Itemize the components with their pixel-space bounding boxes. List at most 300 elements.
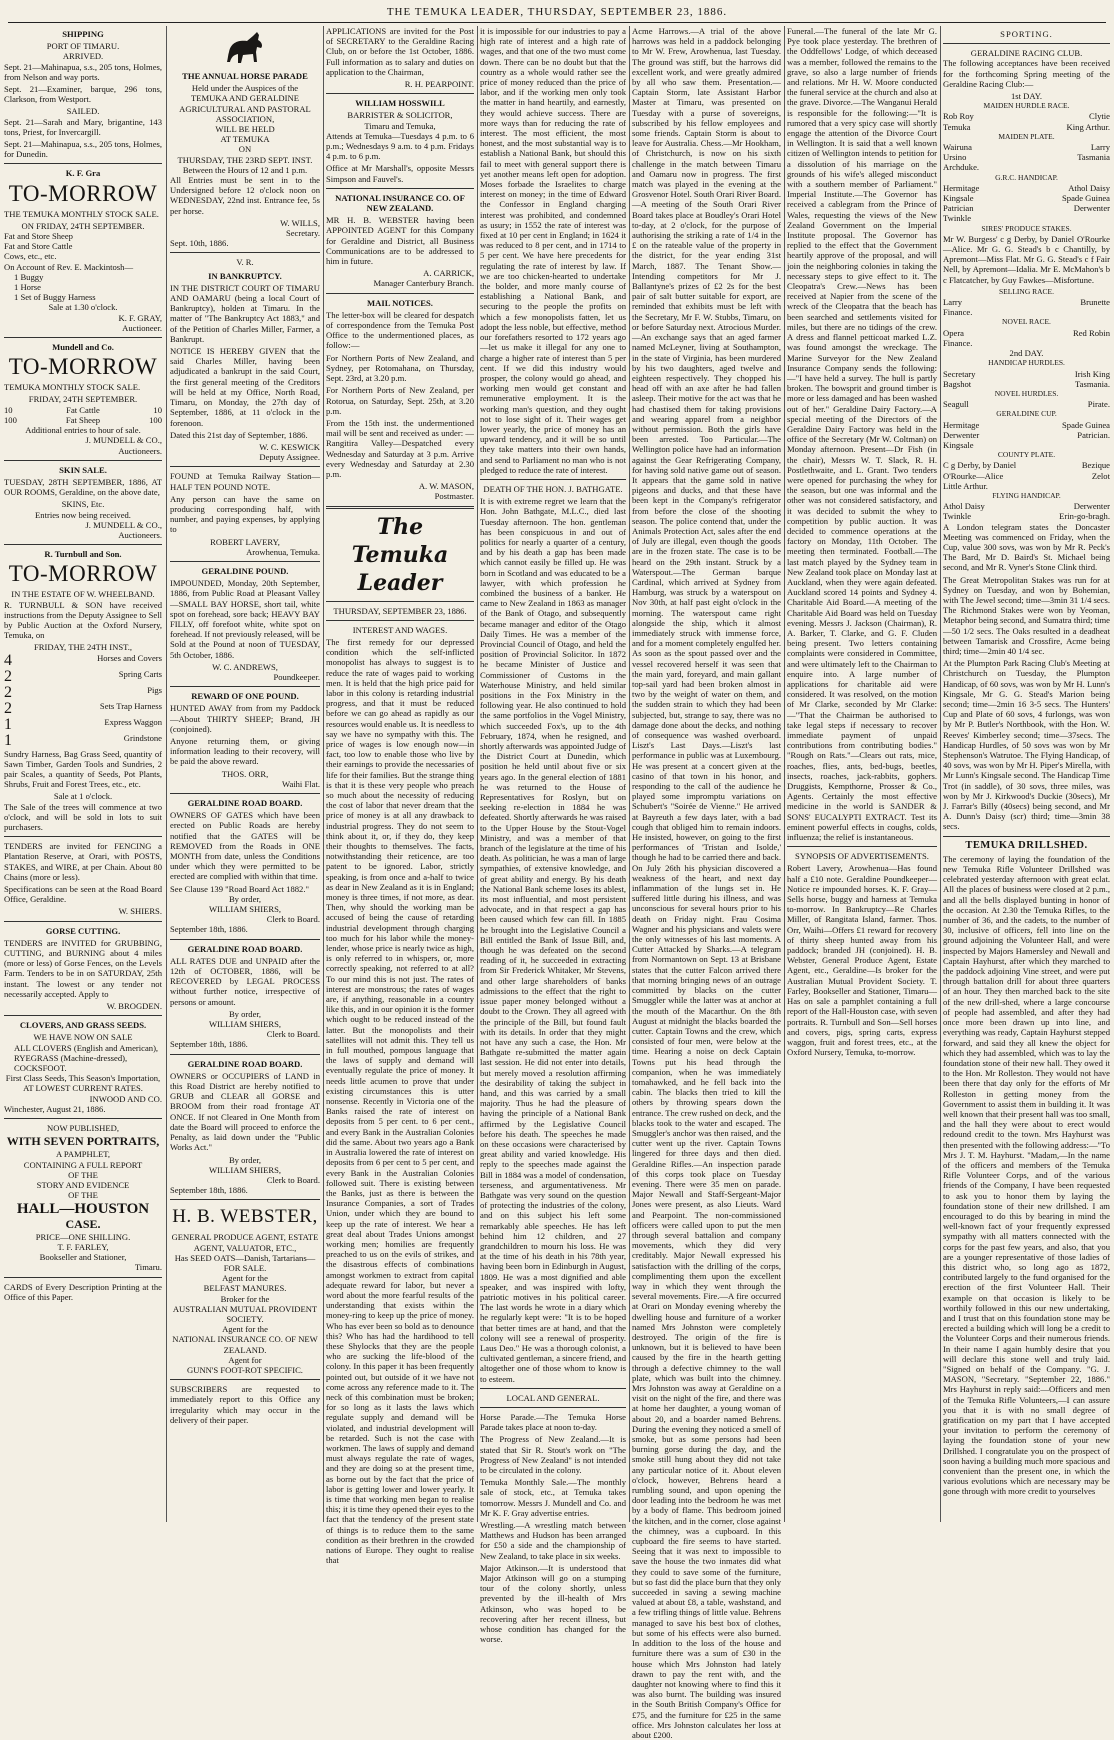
tender-text: TENDERS are invited for FENCING a Plantation Reserve, at Orari, with POSTS, STAKES, and WIRE, at per Chain. About 80 Chains (more or less). bbox=[4, 841, 162, 882]
ad-text: MR H. B. WEBSTER having been APPOINTED AGENT for this Company for Geraldine and District, all Business Communications are to be addressed to him in future. bbox=[326, 215, 474, 267]
horse-name: Seagull bbox=[943, 399, 969, 410]
race-name: COUNTY PLATE. bbox=[997, 450, 1056, 460]
news-item: Major Atkinson.—It is understood that Major Atkinson will go on a stumping tour of the colony shortly, unless prevented by the ill-health of Mrs Atkinson, who was hoped to be recovering after her recent illness, but whose condition has changed for the worse. bbox=[480, 1562, 626, 1645]
sale-title: SKIN SALE. bbox=[59, 464, 107, 475]
divider bbox=[326, 620, 474, 621]
race-name: SELLING RACE. bbox=[999, 286, 1054, 296]
port-title: PORT OF TIMARU. bbox=[46, 41, 120, 52]
lot-label: Pigs bbox=[147, 684, 162, 695]
column-rule bbox=[323, 26, 324, 1522]
club-title: GERALDINE RACING CLUB. bbox=[970, 48, 1083, 59]
signature-title: Timaru. bbox=[134, 1262, 162, 1273]
entry-row bbox=[943, 440, 1110, 450]
ad-text: CARDS of Every Description Printing at the Office of this Paper. bbox=[4, 1281, 162, 1302]
horse-name: Derwenter bbox=[943, 429, 980, 440]
ad-headline: HALL—HOUSTON bbox=[16, 1201, 150, 1218]
horse-name: Hermitage bbox=[943, 182, 980, 193]
ad-title: THE ANNUAL HORSE PARADE bbox=[182, 71, 308, 81]
news-items: Acme Harrows.—A trial of the above harrows was held in a paddock belonging to Mr W. Frew, Arowhenua, last Tuesday. The ground was stiff, but the harrows did excellent work, and were greatly admired by all who saw them. Presentation.—Captain Storm, late Assistant Harbor Master at Timaru, was presented on Tuesday with a purse of sovereigns, subscribed by his fellow employees and some friends. Captain Storm is about to leave for Australia. Chess.—Mr Hookham, of Christchurch, is now on his sixth challenge in the match between Timaru and Oamaru now in progress. The first match was played in the evening at the Grosvenor Hotel. South Orari River Board.—A meeting of the South Orari River Board takes place at Boudley's Orari Hotel to-day, at 2 o'clock, for the purpose of authorising the striking a rate of 1/4 in the £ on the rateable value of the property in the district, for the year ending 31st March, 1887. The Tenant Show.—Intending competitors for Mr J. Ballantyne's prizes of £2 2s for the best pair of salt butter suitable for export, are reminded that exhibits must be left with the Secretary, Mr F. W. Stubbs, Timaru, on or before Saturday next. Atrocious Murder.—An exchange says that an aged farmer named McLeyner, living at Southampton, in the state of Virginia, has been murdered by his two daughters, aged twelve and eighteen respectively. They chopped his head off with an axe after he had fallen asleep. Their motive for the act was that he had chastised them for taking provisions and wearing apparel from a neighbor without permission. Both the girls have been arrested. Too Particular.—The Wellington police have had an information against the Gear Refrigerating Company, for having sold native game out of season. It appears that the game sold in native pigeons and ducks, and that these have been kept in the Company's refrigerator from before the close of the shooting season. The police contend that, under the Animals Protection Act, sales after the end of July are illegal, even though the goods are in the frozen state. The case is to be heard on the 29th instant. Struck by a Waterspout.—The German barque Cardinal, which arrived at Sydney from Hamburg, was struck by a waterspout on Nov 30th, at half past eight o'clock in the morning. The waterspout came right alongside the ship, which it almost immediately struck with immense force, and for a moment completely engulfed her. As soon as the spout passed over and the vessel recovered herself it was seen that the main yard, foreyard, and main gallant top-sail yard had been broken almost in two by the weight of water on them, and the sudden strain to which they had been subjected, but, strange to say, there was no damage done about the decks, and nothing of consequence was washed overboard. Liszt's Last Days.—Liszt's last performance in public was at Luxembourg. He was present at a concert given at the casino of that town in his honor, and responding to the call of the audience he played some impromptu variations on Schubert's "Soirée de Vienne." He arrived at Bayreuth a few days later, with a bad cough that obliged him to remain indoors. He insisted, however, on going to the first performances of 'Tristan and Isolde,' though he had to be carried there and back. On July 26th his physician discovered a weakness of the heart, and next day inflammation of the lungs set in. He suffered little during his illness, and was unconscious for several hours prior to his death on Friday night. Frau Cosima Wagner and his physicians and valets were the only witnesses of his last moments. A Cutter Attacked by Sharks.—A telegram from Normantown on Sept. 13 at Brisbane states that the cutter Falcon arrived there that morning bringing news of an outrage committed by blacks on the cutter Smuggler while the latter was at anchor at the mouth of the Macarthur. On the 8th August at midnight the blacks boarded the cutter. Captain Towns and the crew, which consisted of four men, were below at the time. Hearing a noise on deck Captain Towns put his head through the companion, when he was immediately tomahawked, and he fell back into the cabin. The blacks then tried to kill the others by throwing spears down the entrance. The crew rushed on deck, and the blacks took to the water and escaped. The Smuggler's anchor was then raised, and the cutter went up the river. Captain Towns lingered for three days and then died. Geraldine Rifles.—An inspection parade of this corps took place on Tuesday evening. There were 35 men on parade. Major Newall and Staff-Sergeant-Major Jones were present, as also Lieuts. Ward and Pearpoint. The non-commissioned officers were called upon to put the men through several battalion and company movements, which they did very creditably. Major Newall expressed his satisfaction with the drilling of the corps, complimenting them upon the excellent way in which they went through the several movements. Fire.—A fire occurred at Orari on Monday evening whereby the dwelling house and furniture of a worker named Mrs Johnston were completely destroyed. The origin of the fire is unknown, but it is believed to have been caused by the fire in the hearth getting through a defective chimney to the wall plate, which was built into the chimney. Mrs Johnston was away at Geraldine on a visit on the night of the fire, and there was at home her daughter, a young woman of about 20, and a boarder named Behrens. During the evening they noticed a smell of smoke, but as some persons had been burning gorse during the day, and the smoke still hung about they did not take any particular notice of it. About eleven o'clock, however, Behrens heard a rumbling sound, and upon opening the door leading into the bedroom he was met by a body of flame. This bedroom joined the kitchen, and in the corner, close against the chimney, was a cupboard. In this cupboard the fire seems to have started. Seeing that it was next to impossible to save the house the two inmates did what they could to save some of the furniture, but so fast did the place burn that they only succeeded in saving a sewing machine valued at about £8, a table, washstand, and a few trifling things of little value. Behrens managed to save his best box of clothes, but some of his effects were also burned. In addition to the loss of the house and furniture there was a sum of £30 in the house which Mrs Johnston had lately drawn to pay the rent with, and the daughter not knowing where to find this it was also burnt. The building was insured in the South British Company's Office for £75, and the furniture for £25 in the same office. Mrs Johnston calculates her loss at about £200. bbox=[632, 26, 781, 1740]
tomorrow-heading: TO-MORROW bbox=[8, 354, 158, 380]
sale-date: FRIDAY, THE 24TH INST., bbox=[33, 642, 133, 653]
entry-row bbox=[943, 152, 1110, 162]
sailed-label: SAILED. bbox=[66, 106, 100, 117]
column-rule bbox=[940, 26, 941, 1522]
ad-text: By order, bbox=[228, 1154, 262, 1165]
tomorrow-heading: TO-MORROW bbox=[8, 561, 158, 587]
ad-headline: WITH SEVEN PORTRAITS, bbox=[6, 1134, 160, 1149]
lot-row bbox=[4, 685, 162, 701]
ad-text: All Entries must be sent in to the Undersigned before 12 o'clock noon on WEDNESDAY, 22nd inst. Entrance fee, 5s per horse. bbox=[170, 175, 320, 216]
tender-text: TENDERS are INVITED for GRUBBING, CUTTING, and BURNING about 4 miles (more or less) of Gorse Fences, on the Levels Farm. Tenders to be in on SATURDAY, 25th instant. The lowest or any tender not necessarily accepted. Apply to bbox=[4, 937, 162, 999]
horse-name: Larry bbox=[943, 297, 963, 308]
item-list bbox=[4, 272, 162, 303]
ad-text: Office at Mr Marshall's, opposite Messrs Simpson and Fauvel's. bbox=[326, 163, 474, 184]
news-item: The Progress of New Zealand.—It is stated that Sir R. Stout's work on "The Progress of New Zealand" is not intended to be circulated in the colony. bbox=[480, 1434, 626, 1476]
news-item: Horse Parade.—The Temuka Horse Parade takes place at noon to-day. bbox=[480, 1412, 626, 1433]
ad-lead: Has SEED OATS—Danish, Tartarians—FOR SALE. bbox=[174, 1252, 316, 1273]
divider bbox=[326, 601, 474, 602]
entry-row bbox=[943, 420, 1110, 430]
divider bbox=[480, 479, 626, 480]
divider bbox=[4, 1277, 162, 1278]
ad-date: September 18th, 1886. bbox=[170, 1185, 248, 1196]
entry-row bbox=[943, 430, 1110, 440]
ad-lead: A PAMPHLET, bbox=[56, 1149, 110, 1160]
ad-lead: Agent for the bbox=[222, 1324, 268, 1335]
ad-text: NOTICE IS HEREBY GIVEN that the said Charles Miller, having been adjudicated a bankrupt in the said Court, the first general meeting of the Creditors will be held at my Office, North Road, Timaru, on Monday, the 27th day of September, 1886, at 11 o'clock in the forenoon. bbox=[170, 346, 320, 428]
lot-number: 2 bbox=[4, 667, 12, 685]
signature: T. F. FARLEY, bbox=[57, 1242, 109, 1253]
horse-name: Wairuna bbox=[943, 142, 972, 153]
entry-row bbox=[943, 471, 1110, 481]
entry-row bbox=[943, 122, 1110, 132]
ad-lead: Between the Hours of 12 and 1 p.m. bbox=[182, 164, 308, 175]
divider bbox=[4, 836, 162, 837]
article-title: DEATH OF THE HON. J. BATHGATE. bbox=[483, 483, 623, 494]
lot-row bbox=[4, 701, 162, 717]
ad-title: CLOVERS, AND GRASS SEEDS. bbox=[19, 1020, 147, 1031]
horse-name: Athol Daisy bbox=[943, 501, 985, 512]
ad-price: PRICE—ONE SHILLING. bbox=[35, 1231, 131, 1242]
horse-name: Spade Guinea bbox=[1062, 193, 1110, 204]
horse-name: Pirate. bbox=[1087, 399, 1110, 410]
sale-text: Sundry Harness, Bag Grass Seed, quantity of Sawn Timber, Garden Tools and Sundries, 2 pair Scales, a quantity of Seeds, Pot Plants, Shrubs, Fruit and Forest Trees, etc., etc. bbox=[4, 748, 162, 790]
ad-note: AT LOWEST CURRENT RATES. bbox=[23, 1083, 143, 1094]
horse-name: Derwenter bbox=[1073, 203, 1110, 214]
ad-title: IN BANKRUPTCY. bbox=[208, 270, 282, 281]
sale-title: TEMUKA MONTHLY STOCK SALE. bbox=[4, 382, 141, 393]
page-masthead: THE TEMUKA LEADER, THURSDAY, SEPTEMBER 23, 1886. bbox=[386, 6, 728, 18]
signature: A. CARRICK, bbox=[423, 268, 474, 279]
divider bbox=[170, 1199, 320, 1200]
ad-lead: AUSTRALIAN MUTUAL PROVIDENT SOCIETY. bbox=[172, 1303, 318, 1324]
horse-name: Opera bbox=[943, 327, 964, 338]
divider bbox=[326, 293, 474, 294]
signature: A. W. MASON, bbox=[418, 481, 474, 492]
horse-name: King Arthur. bbox=[1066, 121, 1110, 132]
signature: WILLIAM SHIERS, bbox=[208, 1164, 282, 1175]
lot-row bbox=[4, 669, 162, 685]
lot-row bbox=[4, 717, 162, 733]
stock-line: Fat and Store Sheep bbox=[4, 231, 73, 242]
entry-row bbox=[943, 213, 1110, 223]
ad-title: MAIL NOTICES. bbox=[367, 297, 433, 308]
ad-lead: GENERAL PRODUCE AGENT, ESTATE AGENT, VALUATOR, ETC., bbox=[171, 1232, 319, 1253]
crest-letters: V. R. bbox=[236, 257, 254, 268]
quantity: 10 bbox=[4, 404, 13, 415]
tomorrow-heading: TO-MORROW bbox=[8, 180, 158, 206]
quantity: 100 bbox=[4, 414, 17, 425]
lot-number: 1 bbox=[4, 731, 12, 749]
ad-title: GERALDINE ROAD BOARD. bbox=[187, 1058, 303, 1069]
lot-label: Grindstone bbox=[123, 732, 162, 743]
ad-text: FOUND at Temuka Railway Station—HALF TEN POUND NOTE. bbox=[170, 471, 320, 492]
ad-title: WILLIAM HOSSWILL bbox=[355, 98, 445, 109]
entry-row bbox=[943, 328, 1110, 338]
lot-label: Sets Trap Harness bbox=[99, 700, 162, 711]
horse-name: Kingsale bbox=[943, 439, 974, 450]
signature-title: Poundkeeper. bbox=[273, 671, 320, 682]
ad-text: IMPOUNDED, Monday, 20th September, 1886, from Public Road at Pleasant Valley—SMALL BAY HORSE, short tail, white spot on forehead, sore back; HEAVY BAY FILLY, off forefoot white, white spot on forehead. If not previously released, will be Sold at the Pound at noon of TUESDAY, 5th October, 1886. bbox=[170, 578, 320, 660]
section-title: LOCAL AND GENERAL. bbox=[506, 1392, 600, 1403]
lot-number: 2 bbox=[4, 683, 12, 701]
lot-row bbox=[4, 653, 162, 669]
shipping-title: SHIPPING bbox=[62, 29, 104, 39]
sale-text: TUESDAY, 28TH SEPTEMBER, 1886, AT OUR ROOMS, Geraldine, on the above date, bbox=[4, 476, 162, 498]
signature-title: Postmaster. bbox=[434, 491, 474, 502]
ad-lead: BARRISTER & SOLICITOR, bbox=[347, 110, 453, 121]
lot-row bbox=[4, 733, 162, 749]
ad-lead: WE HAVE NOW ON SALE bbox=[33, 1032, 133, 1043]
lot-number: 2 bbox=[4, 699, 12, 717]
ad-lead: OF THE bbox=[68, 1169, 98, 1180]
column-rule bbox=[166, 26, 167, 1522]
lot-label: Spring Carts bbox=[118, 668, 162, 679]
column-1 bbox=[4, 26, 162, 1522]
account-line: On Account of Rev. E. Mackintosh— bbox=[4, 261, 134, 272]
sailed-entry: Sept. 21—Sarah and Mary, brigantine, 143 tons, Priest, for Invercargill. bbox=[4, 116, 162, 137]
news-items: Funeral.—The funeral of the late Mr G. Pye took place yesterday. The brethren of the Oddfellows' Lodge, of which deceased was a member, followed the remains to the grave, so also a large number of friends and relations. Mr H. W. Moore conducted the funeral service at the church and also at the grave. Divorce.—The Wanganui Herald is responsible for the following:—"It is rumored that a very spicy case will shortly engage the attention of the Divorce Court in Wellington. It is said that a well known citizen of Wellington intends to petition for a dissolution of his marriage on the grounds of his wife's alleged misconduct with a southern member of Parliament." Imperial Institute.—The Governor has received a cablegram from the Prince of Wales, requesting the views of the New Zealand Government on the Imperial Institute proposal. The Governor has replied to the effect that the Government heartily approve of the proposal, and will join the neighboring colonies in taking the necessary steps to give effect to it. The Cleopatra's Crew.—News has been received at Napier from the scene of the wreck of the Cleopatra that the beach has been searched and settlements visited for miles, but there are no tidings of the crew. A dress and flannel petticoat marked L.Z. was found amongst the wreckage. The Marine Surveyor for the New Zealand Insurance Company sends the following:—"I have held a survey. The hull is partly broken. The bowsprit and ground timber is more or less damaged and has been washed out of her." Geraldine Dairy Factory.—A special meeting of the Directors of the Geraldine Dairy Factory was held in the office of the Secretary (Mr W. Coltman) on Monday afternoon. Present—Dr Fish (in the chair), Messrs W. T. Slack, R. H. Postlethwaite, and L. Grant. Two tenders were opened for purchasing the whey for the season, but one was informal and the other was not considered satisfactory, and it was decided to submit the whey to competition by public auction. It was decided to commence operations at the factory on Monday, 11th October. The meeting then terminated. Football.—The last match played by the Sydney team in New Zealand took place on Monday last at Auckland, when they were again defeated. Auckland scored 14 points and Sydney 4. Charitable Aid Board.—A meeting of the Charitable Aid Board was held on Tuesday evening. Messrs J. Jackson (Chairman), R. A. Barker, T. Clarke, and G. F. Cluden being present. Two letters containing complaints were considered in Committee, and were ultimately left to the Chairman to enquire into. A large number of applications for charitable aid were considered. It was resolved, on the motion of Mr Clarke, seconded by Mr Clarke:—"That the Chairman be authorised to take legal steps if necessary to recover immediate payment of unpaid contributions from contributing bodies." "Rough on Rats."—Clears out rats, mice, roaches, flies, ants, bed-bugs, beetles, insects, roaches, jack-rabbits, gophers. Druggists, Kempthorne, Prosser & Co., Agents. Certainly the most effective medicine in the world is SANDER & SONS' EUCALYPTI EXTRACT. Test its eminent powerful effects in coughs, colds, influenza; the relief is instantaneous. bbox=[787, 26, 937, 843]
list-item: COCKSFOOT. bbox=[14, 1063, 67, 1074]
entry-row bbox=[943, 111, 1110, 121]
section-title: SYNOPSIS OF ADVERTISEMENTS. bbox=[795, 851, 929, 862]
column-rule bbox=[784, 26, 785, 1522]
stock-row bbox=[4, 415, 162, 425]
article-body: it is impossible for our industries to pay a high rate of interest and a high rate of wages, and that one of the two must come down. There can be no doubt but that the country as a whole would rather see the price of money reduced than the price of labor, and if the working men only took the matter in hand heartily, and earnestly, they would achieve success. There are more ways than for reducing the rate of interest. The most efficient, the most honest, and the most substantial way is to establish a National Bank, but should this fail to meet with general support there is yet another means left open for adoption. Moses forbade the Israelites to charge interest on money; in the time of Edward the Confessor in England charging interest was prohibited, and condemned as usury; in 1552 the rate of interest was fixed at 10 per cent in England; in 1624 it was reduced to 8 per cent, and in 1714 to 5 per cent. We have here precedents for regulating the rate of interest by law. If we are too chicken-hearted to undertake the bolder, and more manly course of establishing a National Bank, and securing to the people the profits on which a few monopolists fatten, let us adopt the less noble, but effective, method our forefathers resorted to 172 years ago—let us make it illegal for any one to charge a higher rate of interest than 5 per cent. If we did this industry would prosper, the colony would go ahead, and working men would get constant and remunerative employment. It is the working man's question, and they ought not to lose sight of it. Their wages get lower yearly, the price of money has an upward tendency, and it will be so until they take matters into their own hands, and send to Parliament no man who is not pledged to reduce the rate of interest. bbox=[480, 26, 626, 475]
ad-text: Attends at Temuka—Tuesdays 4 p.m. to 6 p.m.; Wednesdays 9 a.m. to 4 p.m. Fridays 4 p.m. to 6 p.m. bbox=[326, 130, 474, 162]
horse-name: Larry bbox=[1090, 142, 1110, 153]
ad-lead: Broker for the bbox=[220, 1293, 270, 1304]
ad-text: IN THE DISTRICT COURT OF TIMARU AND OAMARU (being a local Court of Bankruptcy), holden at Timaru. In the matter of "The Bankruptcy Act 1883," and of the Petition of Charles Miller, Farmer, a Bankrupt. bbox=[170, 282, 320, 344]
column-6 bbox=[787, 26, 937, 1522]
ad-text: For Northern Ports of New Zealand, and Sydney, per Rotomahana, on Thursday, Sept. 23rd, at 3.20 p.m. bbox=[326, 352, 474, 384]
divider bbox=[170, 252, 320, 253]
horse-name: Twinkle bbox=[943, 511, 972, 522]
sale-time: Sale at 1.30 o'clock. bbox=[48, 302, 118, 313]
signature-title: Arowhenua, Temuka. bbox=[246, 546, 320, 557]
ad-text: Dated this 21st day of September, 1886. bbox=[170, 429, 308, 440]
signature-title: Secretary. bbox=[285, 228, 320, 239]
arrival-entry: Sept. 21—Examiner, barque, 296 tons, Clarkson, from Westport. bbox=[4, 84, 162, 105]
signature-title: Clerk to Board. bbox=[266, 914, 320, 925]
signature: THOS. ORR, bbox=[221, 768, 269, 779]
signature: WILLIAM SHIERS, bbox=[208, 904, 282, 915]
stock-label: Fat Cattle bbox=[66, 404, 100, 415]
divider bbox=[170, 1054, 320, 1055]
entry-row bbox=[943, 501, 1110, 511]
race-name: G.R.C. HANDICAP. bbox=[995, 172, 1058, 182]
sale-title: THE TEMUKA MONTHLY STOCK SALE. bbox=[4, 208, 159, 219]
ad-text: Any person can have the same on producing corresponding half, with number, and paying expenses, by applying to bbox=[170, 493, 320, 535]
synopsis-items: Robert Lavery, Arowhenua—Has found half a £10 note. Geraldine Poundkeeper—Notice re impounded horses. K. F. Gray—Sells horse, buggy and harness at Temuka to-morrow. In Bankruptcy—Re Charles Miller, of Rangitata Island, farmer. Thos. Orr, Waihi—Offers £1 reward for recovery of thirty sheep hunted away from his paddock; branded JH (conjoined). H. B. Webster, General Produce Agent, Estate Agent, etc., Geraldine—Is broker for the Australian Mutual Provident Society. T. Farley, Bookseller and Stationer, Timaru—Has on sale a pamphlet containing a full report of the Hall-Houston case, with seven portraits. R. Turnbull and Son—Sell horses and covers, pigs, spring carts, express waggon, fruit and forest trees, etc., at the Oxford Nursery, Temuka, to-morrow. bbox=[787, 863, 937, 1058]
signature-title: Clerk to Board. bbox=[266, 1029, 320, 1040]
ad-text: HUNTED AWAY from from my Paddock—About THIRTY SHEEP; Brand, JH (conjoined). bbox=[170, 703, 320, 734]
section-title: SPORTING. bbox=[1000, 29, 1053, 39]
ad-lead: TEMUKA AND GERALDINE AGRICULTURAL AND PASTORAL ASSOCIATION, bbox=[179, 93, 311, 124]
day-label: 2nd DAY. bbox=[1009, 348, 1044, 359]
divider bbox=[170, 686, 320, 687]
divider bbox=[326, 506, 474, 509]
sale-date: FRIDAY, 24TH SEPTEMBER. bbox=[28, 394, 138, 405]
signature: W. BROGDEN. bbox=[106, 1001, 162, 1012]
divider bbox=[4, 163, 162, 164]
ad-text: By order, bbox=[228, 893, 262, 904]
signature: W. SHIERS. bbox=[118, 906, 162, 917]
entry-row bbox=[943, 338, 1110, 348]
horse-name: Zelot bbox=[1091, 470, 1110, 481]
news-item: A London telegram states the Doncaster Meeting was commenced on Friday, when the Cup, value 300 sovs, was won by Mr R. Peck's The Bard, Mr D. Baird's St. Michael being second, and Mr R. Vyner's Stone Clink third. bbox=[943, 521, 1110, 573]
horse-name: Clytie bbox=[1088, 111, 1110, 122]
horse-name: Finance. bbox=[943, 337, 973, 348]
column-4 bbox=[480, 26, 626, 1645]
ad-lead: NOW PUBLISHED, bbox=[47, 1123, 119, 1134]
signature: K. F. GRAY, bbox=[118, 312, 162, 323]
ad-lead: ON bbox=[238, 144, 252, 155]
list-item: RYEGRASS (Machine-dressed), bbox=[14, 1052, 128, 1063]
divider bbox=[4, 921, 162, 922]
sale-note: Entries now being received. bbox=[35, 509, 131, 520]
ad-title: NATIONAL INSURANCE CO. OF NEW ZEALAND. bbox=[335, 192, 465, 214]
column-7 bbox=[943, 26, 1110, 1522]
quantity: 10 bbox=[153, 404, 162, 415]
divider bbox=[480, 1388, 626, 1389]
signature: W. WILLS, bbox=[280, 217, 320, 228]
lot-label: Express Waggon bbox=[104, 716, 162, 727]
entry-row bbox=[943, 307, 1110, 317]
entry-row bbox=[943, 297, 1110, 307]
ad-lead: NATIONAL INSURANCE CO. OF NEW ZEALAND. bbox=[172, 1334, 318, 1355]
ad-lead: OF THE bbox=[68, 1190, 98, 1201]
ad-text: OWNERS OF GATES which have been erected on Public Roads are hereby notified that the GATES will be REMOVED from the Roads in ONE MONTH from date, unless the Conditions under which they were permitted to be erected are complied with within that time. bbox=[170, 810, 320, 882]
list-item: 1 Buggy bbox=[14, 271, 44, 282]
race-name: NOVEL RACE. bbox=[1002, 317, 1051, 327]
column-rule bbox=[477, 26, 478, 1522]
stock-line: Fat and Store Cattle bbox=[4, 241, 73, 252]
signature: W. C. KESWICK bbox=[259, 441, 320, 452]
ad-text: SUBSCRIBERS are requested to immediately report to this Office any irregularity which may occur in the delivery of their paper. bbox=[170, 1384, 320, 1425]
ad-date: THURSDAY, THE 23RD SEPT. INST. bbox=[177, 154, 313, 165]
lot-number: 1 bbox=[4, 715, 12, 733]
ad-text: From the 15th inst. the undermentioned mail will be sent and received as under: —Rangitira Valley—Despatched every Wednesday and Saturday at 3 p.m. Arrive every Wednesday and Saturday at 2.30 p.m. bbox=[326, 417, 474, 479]
ad-text: APPLICATIONS are invited for the Post of SECRETARY to the Geraldine Racing Club, on or before the 1st October, 1886. Full information as to salary and duties on application to the Chairman, bbox=[326, 26, 474, 77]
horse-name: Brunette bbox=[1080, 297, 1110, 308]
column-2 bbox=[170, 26, 320, 1522]
entry-row bbox=[943, 399, 1110, 409]
ad-lead: WILL BE HELD bbox=[215, 124, 275, 135]
entry-row bbox=[943, 183, 1110, 193]
arrived-label: ARRIVED. bbox=[62, 51, 104, 62]
ad-lead: Agent for the bbox=[222, 1273, 268, 1284]
horse-name: Ursino bbox=[943, 152, 967, 163]
ad-text: See Clause 139 "Road Board Act 1882." bbox=[170, 883, 310, 894]
sale-note: The Sale of the trees will commence at two o'clock, and will be sold in lots to suit purchasers. bbox=[4, 801, 162, 832]
lot-number: 4 bbox=[4, 651, 12, 669]
ad-date: September 18th, 1886. bbox=[170, 1039, 248, 1050]
divider bbox=[170, 561, 320, 562]
column-3 bbox=[326, 26, 474, 1566]
horse-name: Tasmania. bbox=[1075, 378, 1110, 389]
signature-title: Clerk to Board. bbox=[266, 1174, 320, 1185]
news-item: Wrestling.—A wrestling match between Matthews and Hudson has been arranged for £50 a side and the championship of New Zealand, to take place in six weeks. bbox=[480, 1520, 626, 1561]
lot-list bbox=[4, 653, 162, 749]
entry-row bbox=[943, 162, 1110, 172]
ad-text: Anyone returning them, or giving information leading to their recovery, will be paid the above reward. bbox=[170, 735, 320, 767]
stock-label: Fat Sheep bbox=[65, 414, 101, 425]
horse-name: Irish King bbox=[1074, 368, 1110, 379]
ad-lead: BELFAST MANURES. bbox=[203, 1283, 287, 1294]
ad-heading: Mundell and Co. bbox=[52, 342, 114, 353]
entry-row bbox=[943, 481, 1110, 491]
sale-text: R. TURNBULL & SON have received instructions from the Deputy Assignee to Sell by Public Auction at the Oxford Nursery, Temuka, on bbox=[4, 599, 162, 641]
ad-headline: H. B. WEBSTER, bbox=[172, 1206, 318, 1228]
race-name: HANDICAP HURDLES. bbox=[988, 358, 1065, 368]
ad-title: GERALDINE ROAD BOARD. bbox=[187, 798, 303, 808]
lot-label: Horses and Covers bbox=[97, 652, 162, 663]
divider bbox=[787, 846, 937, 847]
horse-name: Little Arthur. bbox=[943, 480, 988, 491]
horse-name: Erin-go-bragh. bbox=[1059, 511, 1110, 522]
signature-title: Auctioneers. bbox=[118, 445, 162, 456]
horse-name: Bagshot bbox=[943, 378, 972, 389]
race-name: GERALDINE CUP. bbox=[996, 409, 1057, 419]
ad-lead: Timaru and Temuka, bbox=[364, 120, 436, 131]
signature: J. MUNDELL & CO., bbox=[85, 519, 162, 530]
sale-note: Additional entries to hour of sale. bbox=[25, 425, 141, 436]
stock-row bbox=[4, 405, 162, 415]
signature: R. H. PEARPOINT. bbox=[404, 79, 474, 90]
divider bbox=[4, 460, 162, 461]
sale-item: SKINS, Etc. bbox=[61, 499, 105, 510]
entry-row bbox=[943, 369, 1110, 379]
signature-title: Auctioneers. bbox=[118, 529, 162, 540]
ad-lead: CONTAINING A FULL REPORT bbox=[23, 1159, 143, 1170]
horse-name: Bezique bbox=[1081, 460, 1110, 471]
ad-text: ALL RATES DUE and UNPAID after the 12th of OCTOBER, 1886, will be RECOVERED by LEGAL PROCESS without further notice, irrespective of persons or amount. bbox=[170, 955, 320, 1007]
entry-text: Mr W. Burgess' c g Derby, by Daniel O'Rourke—Alice. Mr G. G. Stead's b c Chantilly, by Apremont—Miss Flat. Mr G. G. Stead's c f Fair Nell, by Apremont—Idalia. Mr E. McMahon's b c Flatcatcher, by Guy Fawkes—Misfortune. bbox=[943, 233, 1110, 285]
entry-row bbox=[943, 379, 1110, 389]
entry-row bbox=[943, 511, 1110, 521]
divider bbox=[170, 793, 320, 794]
ad-note: First Class Seeds, This Season's Importation, bbox=[5, 1073, 161, 1084]
horse-name: Red Robin bbox=[1072, 327, 1110, 338]
horse-name: Secretary bbox=[943, 368, 976, 379]
ad-date: Sept. 10th, 1886. bbox=[170, 238, 229, 249]
ad-lead: Agent for bbox=[228, 1354, 262, 1365]
day-label: 1st DAY. bbox=[1010, 91, 1043, 102]
horse-name: Temuka bbox=[943, 121, 971, 132]
ad-text: For Northern Ports of New Zealand, per Rotorua, on Saturday, Sept. 25th, at 3.20 p.m. bbox=[326, 385, 474, 416]
ad-title: REWARD OF ONE POUND. bbox=[191, 691, 299, 702]
tender-text: Specifications can be seen at the Road Board Office, Geraldine. bbox=[4, 883, 162, 905]
entry-row bbox=[943, 193, 1110, 203]
signature-title: Manager Canterbury Branch. bbox=[373, 278, 474, 289]
intro-text: The following acceptances have been received for the forthcoming Spring meeting of the Geraldine Racing Club:— bbox=[943, 58, 1110, 89]
signature: INWOOD AND CO. bbox=[89, 1093, 162, 1104]
horse-name: Finance. bbox=[943, 307, 973, 318]
ad-date: Winchester, August 21, 1886. bbox=[4, 1103, 106, 1114]
ad-lead: GUNN'S FOOT-ROT SPECIFIC. bbox=[187, 1364, 303, 1375]
article-body: It is with extreme regret we learn that the Hon. John Bathgate, M.L.C., died last Tuesday afternoon. The hon. gentleman has been conspicuous in and out of politics for nearly a quarter of a century, and by his death a gap has been made which cannot easily be filled up. He was born in Scotland and was educated to be a lawyer, with which profession he combined the business of a banker. He came to New Zealand in 1863 as manager of the Bank of Otago, and subsequently became manager and editor of the Otago Daily Times. He was a member of the Provincial Council of Otago, and held the position of Provincial Solicitor. In 1872 he became Minister of Justice and Commissioner of Customs in the Waterhouse Ministry, and held similar positions in the Fox Ministry in the following year. He also continued to hold the same portfolios in the Vogel Ministry, which succeeded Fox's, up to the 4th February, 1874, when he resigned, and shortly afterwards was appointed Judge of the District Court at Dunedin, which position he held until about five or six years ago. In the general election of 1881 he was returned to the House of Representatives for Roslyn, but on seeking re-election in 1884 he was defeated. Shortly afterwards he was raised to the Upper House by the Stout-Vogel Ministry, and was a member of that branch of the legislature at the time of his death. As politician, he was a man of large sympathies, of extensive knowledge, and of great ability and energy. By his death the National Bank scheme loses its ablest, its most influential, and most persistent advocate, and in that respect a gap has been caused which few can fill. In 1885 he brought into the Legislative Council a Bill entitled the Bank of Issue Bill, and, though he was defeated on the second reading of it, he succeeded in extracting from Sir Frederick Whitaker, Mr Stevens, and other large shareholders of banks admissions to the effect that the right to issue paper money belonged without a doubt to the Crown. They all agreed with the principle of the Bill, but found fault with its details. In order that they might not have any such a case, the Hon. Mr Bathgate re-submitted the matter again last session. He did not enter into details, but merely moved a resolution affirming the desirability of taking the subject in hand, and this was carried by a small majority. Thus he had the pleasure of having the principle of a National Bank affirmed by the Legislative Council before his death. The speeches he made on these occasions were characterised by great ability and varied knowledge. His reply to the speeches made against the Bill in 1884 was a model of condensation, terseness, and argumentativeness. Mr Bathgate was very sound on the question of protecting the industries of the colony, and on this subject his left some remarkably able speeches. He has left behind him 12 children, and 27 grandchildren to mourn his loss. He was at the time of his death in his 78th year, having been born in Edinburgh in August, 1809. He was a most dignified and able speaker, and was inspired with lofty, patriotic motives in his political career. The last words he wrote in a diary which he regularly kept were: "It is to be hoped that better times are at hand, and that the colony will see a renewal of prosperity. Laus Deo." He was a thorough colonist, a cultivated gentleman, a sincere friend, and altogether one of those whom to know is to esteem. bbox=[480, 496, 626, 1384]
horse-name: Patrician bbox=[943, 203, 974, 214]
divider bbox=[326, 188, 474, 189]
signature: J. MUNDELL & CO., bbox=[85, 435, 162, 446]
signature: ROBERT LAVERY, bbox=[210, 536, 280, 547]
news-item: The Great Metropolitan Stakes was run for at Sydney on Tuesday, and won by Bohemian, with The Jewel second; time—3min 31 1/4 secs. The Richmond Stakes were won by Yeoman, Metaphor being second, and Sumatra third; time—50 1/2 secs. The Oaks resulted in a deadheat between Tamarisk and Crossfire, Acme being third; time—2min 40 1/4 sec. bbox=[943, 574, 1110, 656]
ad-heading: K. F. Gra bbox=[65, 168, 101, 179]
divider bbox=[480, 1407, 626, 1408]
arrival-entry: Sept. 21—Mahinapua, s.s., 205 tons, Holmes, from Nelson and way ports. bbox=[4, 61, 162, 82]
estate-line: IN THE ESTATE OF W. WHEELBAND. bbox=[11, 589, 155, 600]
ad-text: By order, bbox=[228, 1008, 262, 1019]
horse-name: Archduke. bbox=[943, 162, 980, 173]
divider bbox=[4, 544, 162, 545]
masthead-rule bbox=[8, 22, 1106, 23]
horse-name: Rob Roy bbox=[943, 111, 974, 122]
ad-lead: STORY AND EVIDENCE bbox=[36, 1180, 130, 1191]
divider bbox=[4, 1118, 162, 1119]
horse-name: Tasmania bbox=[1077, 152, 1110, 163]
ad-title: GERALDINE ROAD BOARD. bbox=[187, 943, 303, 954]
signature: WILLIAM SHIERS, bbox=[208, 1019, 282, 1030]
horse-name: C g Derby, by Daniel bbox=[943, 460, 1017, 471]
ad-title: GERALDINE POUND. bbox=[201, 565, 289, 576]
divider bbox=[4, 337, 162, 338]
entry-row bbox=[943, 460, 1110, 470]
news-item: At the Plumpton Park Racing Club's Meeting at Christchurch on Tuesday, the Plumpton Handicap, of 60 sovs, was won by Mr H. Lunn's Kingsale, Mr G. G. Stead's Marion being second; time—2min 16 3-5 secs. The Hunters' Cup and Plate of 60 sovs, 4 furlongs, was won by Mr P. Butler's Northbook, with the Hon. W. Reeves' Kimberley second; time—37secs. The Handicap Hurdles, of 50 sovs was won by Mr Stephenson's Watrutoe. The Flying Handicap, of 40 sovs, was won by Mr H. Piper's Mirella, with Mr Lunn's Kingsale second. The Handicap Time Trot (in saddle), of 30 sovs, three miles, was won by Mr J. Kirkwood's Duckie (30secs), Mr J. Farrar's Billy (40secs) being second, and Mr A. Dunn's Daisy (scr) third; time—3min 38 secs. bbox=[943, 658, 1110, 832]
horse-name: Kingsale bbox=[943, 193, 974, 204]
signature-title: Waihi Flat. bbox=[282, 778, 320, 789]
horse-name: Spade Guinea bbox=[1062, 419, 1110, 430]
item-list bbox=[4, 1043, 162, 1074]
issue-date: THURSDAY, SEPTEMBER 23, 1886. bbox=[333, 605, 467, 616]
signature-title: Auctioneer. bbox=[122, 322, 162, 333]
divider bbox=[170, 1379, 320, 1380]
news-item: Temuka Monthly Sale.—The monthly sale of stock, etc., at Temuka takes tomorrow. Messrs J. Mundell and Co. and Mr K. F. Gray advertise entries. bbox=[480, 1477, 626, 1518]
divider bbox=[943, 836, 1110, 837]
race-name: NOVEL HURDLES. bbox=[994, 388, 1059, 398]
entry-row bbox=[943, 142, 1110, 152]
divider bbox=[943, 43, 1110, 44]
article-body: The first remedy for our depressed condition which the self-inflicted monopolist has always to suggest is to reduce the rate of wages paid to working men. It is held that the high price paid for labor in this colony is retarding industrial progress, and that it must be reduced before we can go ahead as rapidly as our resources would enable us. It is needless to say we have no sympathy with this. The price of wages is low enough now—in fact, too low to enable those who live by their earnings to provide the necessaries of life for their families. But the strange thing is that it is these very people who preach so much about the necessity of reducing the cost of labor that never dream that the price of money is at all any drawback to industrial progress. They do not seem to think about it, or, if they do, they keep their thoughts to themselves. The facts, notwithstanding their reticence, are too patent to be ignored. Labor, strictly speaking, is from once and a-half to twice as dear in New Zealand as it is in England; money is three times, if not more, as dear. Then, why should the working man be accused of being the cause of retarding industrial development through charging too much for his labor while the money-lender, whose price is nearly twice as high, is only referred to in whispers, or, more correctly speaking, not referred to at all? To our mind this is not just. The rates of interest are monstrous; the rates of wages are, if anything, reasonable in a country like this, and in our opinion it is the former which ought to be reduced instead of the latter. But the monopolists and their satellites will not admit this. They tell us in full mouthed, pompous language that the laws of supply and demand will eventually regulate the price of money. It needs little acumen to prove that under existing circumstances this is utter nonsense. Recently in Victoria one of the Banks raised the rate of interest on deposits from 5 per cent. to 6 per cent., and every Bank in the Australian Colonies did the same. About two years ago a Bank in Australia lowered the rate of interest on deposits from 6 per cent to 5 per cent, and every Bank in the Australian Colonies followed suit. There is existing between the Banks, just as there is between the Insurance Companies, a sort of Trades Union, under which they are bound to keep up the rate of interest. We hear a great deal about Trades Unions amongst working men; homilies are frequently preached to us on the evils of strikes, and the disastrous effects of combinations amongst workmen to extract from capital adequate reward for labor, but never a word about the more fearful results of the understanding that exists within the money-ring to keep up the price of money. Who has ever been so bold as to denounce this? Who has had the hardihood to tell these Shylocks that they are the people who are sucking the life-blood of the colony. In this paper it has been frequently pointed out, but outside of it we have not come across any reference made to it. The neck of this combination must be broken; for so long as it lasts the laws which regulate supply and demand will be violated, and industrial development will be retarded. Such is not the case with workmen. The laws of supply and demand must always regulate the rate of wages, and they are doing so at the present time, as borne out by the fact that the price of labor is getting lower and lower yearly. It is time that working men began to realise this; it is time they opened their eyes to the fact that the tendency of the present state of things is to reduce them to the same condition as their brethren in the crowded nations of Europe. They ought to realise that bbox=[326, 636, 474, 1566]
ad-title: GORSE CUTTING. bbox=[45, 925, 121, 936]
horse-name: Twinkle bbox=[943, 213, 972, 224]
column-5 bbox=[632, 26, 781, 1740]
race-name: MAIDEN HURDLE RACE. bbox=[983, 101, 1070, 111]
horse-icon bbox=[223, 28, 267, 68]
article-title: INTEREST AND WAGES. bbox=[352, 624, 448, 635]
ad-heading: R. Turnbull and Son. bbox=[44, 549, 122, 560]
ad-lead: AT TEMUKA bbox=[220, 134, 270, 145]
